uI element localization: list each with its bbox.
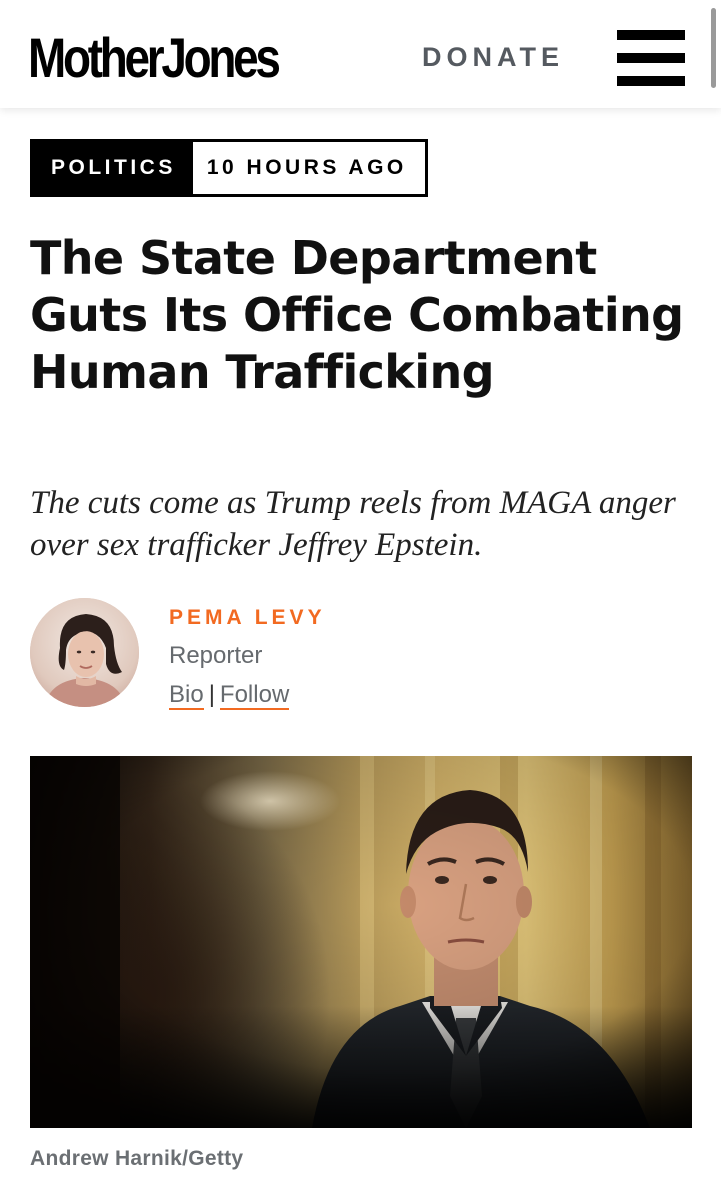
author-links bbox=[169, 680, 289, 710]
lead-photo-image bbox=[30, 756, 692, 1128]
author-byline bbox=[30, 598, 690, 710]
article-meta-bar bbox=[30, 139, 428, 197]
author-avatar[interactable] bbox=[30, 598, 139, 707]
menu-bar bbox=[617, 76, 685, 86]
scrollbar[interactable] bbox=[711, 8, 716, 88]
site-header bbox=[0, 0, 721, 108]
author-portrait-image bbox=[30, 598, 139, 707]
article-headline: The State Department Guts Its Office Combating Human Trafficking bbox=[30, 231, 684, 399]
hamburger-menu-icon[interactable] bbox=[617, 30, 685, 86]
donate-button[interactable]: DONATE bbox=[422, 42, 564, 72]
site-logo[interactable]: MotherJones bbox=[28, 26, 278, 89]
article-dek: The cuts come as Trump reels from MAGA anger over sex trafficker Jeffrey Epstein. bbox=[30, 485, 676, 563]
menu-bar bbox=[617, 30, 685, 40]
article-lead-photo[interactable] bbox=[30, 756, 692, 1128]
link-separator: | bbox=[208, 681, 215, 708]
section-tag[interactable]: POLITICS bbox=[33, 142, 193, 194]
author-role: Reporter bbox=[169, 642, 263, 669]
photo-credit: Andrew Harnik/Getty bbox=[30, 1147, 244, 1170]
menu-bar bbox=[617, 53, 685, 63]
author-bio-link[interactable]: Bio bbox=[169, 681, 204, 708]
author-follow-link[interactable]: Follow bbox=[219, 681, 290, 708]
timestamp: 10 HOURS AGO bbox=[193, 142, 425, 194]
author-name-link[interactable]: PEMA LEVY bbox=[169, 606, 326, 629]
